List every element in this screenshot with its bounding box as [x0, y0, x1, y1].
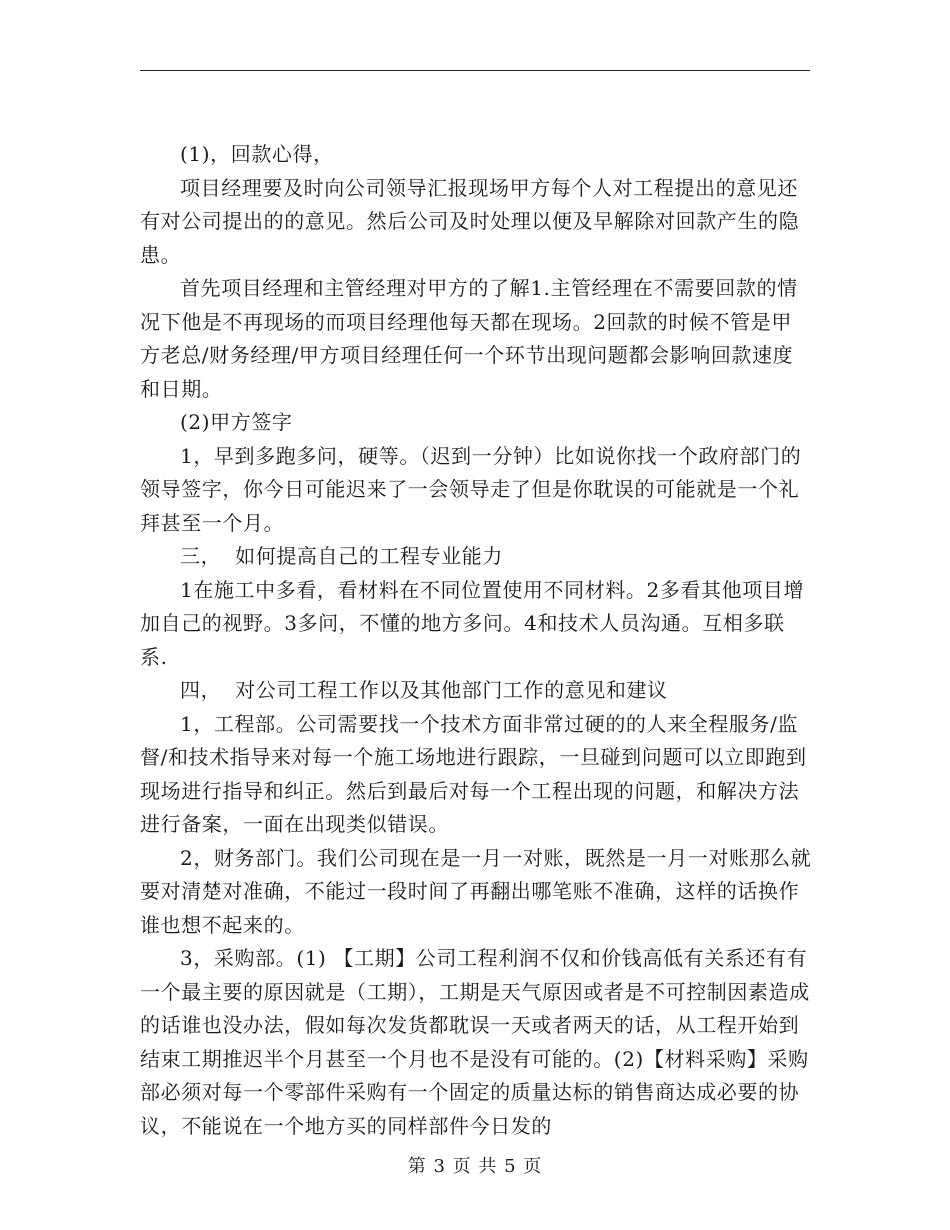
section-heading-three: 三， 如何提高自己的工程专业能力	[180, 544, 503, 568]
paragraph-understand-client: 首先项目经理和主管经理对甲方的了解1.主管经理在不需要回款的情况下他是不再现场的而项目经理他每天都在现场。2回款的时候不管是甲方老总/财务经理/甲方项目经理任何一个环节出现问题都会影响回款速度和日期。	[140, 276, 798, 401]
paragraph-report-to-leaders: 项目经理要及时向公司领导汇报现场甲方每个人对工程提出的意见还有对公司提出的的意见。然后公司及时处理以便及早解除对回款产生的隐患。	[140, 175, 800, 267]
document-body	[140, 138, 812, 1143]
header-rule	[140, 70, 810, 71]
paragraph-procurement-dept: 3，采购部。(1) 【工期】公司工程利润不仅和价钱高低有关系还有有一个最主要的原因就是（工期），工期是天气原因或者是不可控制因素造成的话谁也没办法，假如每次发货都耽误一天或者两天的话，从工程开始到结束工期推迟半个月甚至一个月也不是没有可能的。(2)【材料采购】采购部必须对每一个零部件采购有一个固定的质量达标的销售商达成必要的协议，不能说在一个地方买的同样部件今日发的	[140, 946, 810, 1138]
paragraph-arrive-early: 1，早到多跑多问，硬等。（迟到一分钟）比如说你找一个政府部门的领导签字，你今日可能迟来了一会领导走了但是你耽误的可能就是一个礼拜甚至一个月。	[140, 443, 802, 535]
paragraph-finance-dept: 2，财务部门。我们公司现在是一月一对账，既然是一月一对账那么就要对清楚对准确，不能过一段时间了再翻出哪笔账不准确，这样的话换作谁也想不起来的。	[140, 845, 812, 937]
paragraph-repayment-heading: (1)，回款心得，	[180, 142, 334, 166]
paragraph-improve-skills: 1在施工中多看，看材料在不同位置使用不同材料。2多看其他项目增加自己的视野。3多问，不懂的地方多问。4和技术人员沟通。互相多联系.	[140, 577, 805, 669]
paragraph-signature-heading: (2)甲方签字	[180, 410, 293, 434]
paragraph-engineering-dept: 1，工程部。公司需要找一个技术方面非常过硬的的人来全程服务/监督/和技术指导来对每一个施工场地进行跟踪，一旦碰到问题可以立即跑到现场进行指导和纠正。然后到最后对每一个工程出现的问题，和解决方法进行备案，一面在出现类似错误。	[140, 711, 807, 836]
section-heading-four: 四， 对公司工程工作以及其他部门工作的意见和建议	[180, 678, 668, 702]
page-number-footer: 第 3 页 共 5 页	[407, 1156, 543, 1177]
